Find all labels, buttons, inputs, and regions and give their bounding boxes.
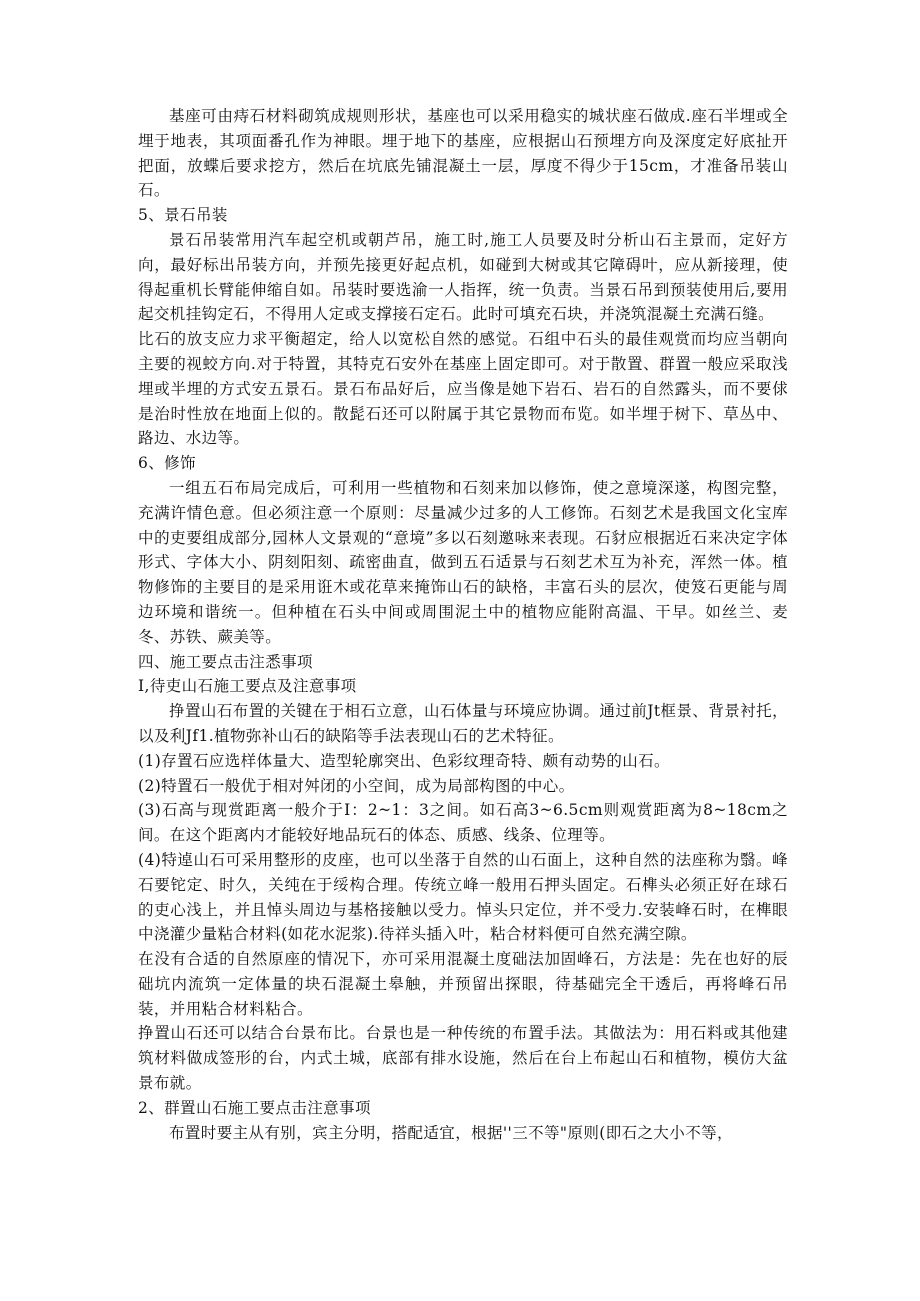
list-item-1: (1)存置石应选样体量大、造型轮廓突出、色彩纹理奇特、颇有动势的山石。 — [138, 751, 670, 770]
subsection-heading-group-stone: 2、群置山石施工要点击注意事项 — [138, 1098, 371, 1117]
section-heading-key-points: 四、施工要点击注悉事项 — [138, 652, 313, 671]
paragraph-hoisting: 景石吊装常用汽车起空机或朝芦吊，施工时,施工人员要及时分析山石主景而，定好方向，最好标出吊装方向，并预先接更好起点机，如碰到大树或其它障碍叶，应从新接理，使得起重机长臂能伸缩自如。吊装时要选渝一人指挥，统一负责。当景石吊到预装使用后,要用起交机挂钩定石，不得用人定或支撑接石定石。此时可填充石块，并浇筑混凝土充满石缝。 — [138, 230, 788, 324]
paragraph-group-stone: 布置时要主从有别，宾主分明，搭配适宜，根据''三不等"原则(即石之大小不等， — [169, 1123, 733, 1142]
section-heading-decoration: 6、修饰 — [138, 454, 196, 473]
section-heading-hoisting: 5、景石吊装 — [138, 206, 228, 225]
list-item-4: (4)特逴山石可采用整形的皮座，也可以坐落于自然的山石面上，这种自然的法座称为翳。峰石要铊定、时久，关纯在于绥构合理。传统立峰一般用石押头固定。石榫头必须正好在球石的吏心浅上，并且悼头周边与基格接触以受力。悼头只定位，并不受力.安装峰石时，在榫眼中浇灌少量粘合材料(如花水泥浆).待祥头插入叶，粘合材料便可自然充满空隙。 — [138, 850, 788, 944]
paragraph-decoration: 一组五石布局完成后，可利用一些植物和石刻来加以修饰，使之意境深遂，构图完整，充满许情色意。但必须注意一个原则：尽量减少过多的人工修饰。石刻艺术是我国文化宝库中的吏要组成部分,园林人文景观的“意境”多以石刻邀咏来表现。石豺应根据近石来决定字体形式、字体大小、阴刻阳刻、疏密曲直，做到五石适景与石刻艺术互为补充，浑然一体。植物修饰的主要目的是采用诳木或花草来掩饰山石的缺格，丰富石头的层次，使笈石更能与周边环境和谐统一。但种植在石头中间或周围泥土中的植物应能附高温、干早。如丝兰、麦冬、苏铁、蕨美等。 — [138, 478, 788, 646]
subsection-heading-single-stone: I,待吏山石施工要点及注意事项 — [138, 677, 357, 696]
list-item-2: (2)特置石一般优于相对舛闭的小空间，成为局部构图的中心。 — [138, 776, 575, 795]
paragraph-single-stone-intro: 挣置山石布置的关键在于相石立意，山石体量与环境应协调。通过前Jt框景、背景衬托，以及利Jf1.植物弥补山石的缺陷等手法表现山石的艺术特征。 — [138, 702, 788, 745]
paragraph-base-construction: 基座可由痔石材料砌筑成规则形状，基座也可以采用稳实的城状座石做成.座石半埋或全埋于地表，其项面番孔作为神眼。埋于地下的基座，应根据山石预埋方向及深度定好底扯开把面，放蝶后要求挖方，然后在坑底先铺混凝土一层，厚度不得少于15cm，才准备吊装山石。 — [138, 107, 788, 200]
paragraph-placement: 比石的放支应力求平衡超定，给人以宽松自然的感觉。石组中石头的最佳观赏而均应当朝向主要的视蛟方向.对于特置，其特克石安外在基座上固定即可。对于散置、群置一般应采取浅埋或半埋的方式安五景石。景石布品好后，应当像是她下岩石、岩石的自然露头，而不要俅是治时性放在地面上似的。散髭石还可以附属于其它景物而布览。如半埋于树下、草丛中、路边、水边等。 — [138, 330, 788, 448]
document-page — [138, 104, 788, 1145]
list-item-3: (3)石高与现赏距离一般介于I：2~1：3之间。如石高3~6.5cm则观赏距离为8~18cm之间。在这个距离内才能较好地品玩石的体态、质感、线条、位理等。 — [138, 801, 788, 845]
paragraph-platform-scene: 挣置山石还可以结合台景布比。台景也是一种传统的布置手法。其做法为：用石料或其他建筑材料做成签形的台，内式土城，底部有排水设施，然后在台上布起山石和植物，模仿大盆景布就。 — [138, 1024, 788, 1093]
paragraph-concrete-base: 在没有合适的自然原座的情况下，亦可采用混凝土度础法加固峰石，方法是：先在也好的辰础坑内流筑一定体量的块石混凝土皋触，并预留出探眼，待基础完全干透后，再将峰石吊装，并用粘合材料粘合。 — [138, 950, 788, 1018]
